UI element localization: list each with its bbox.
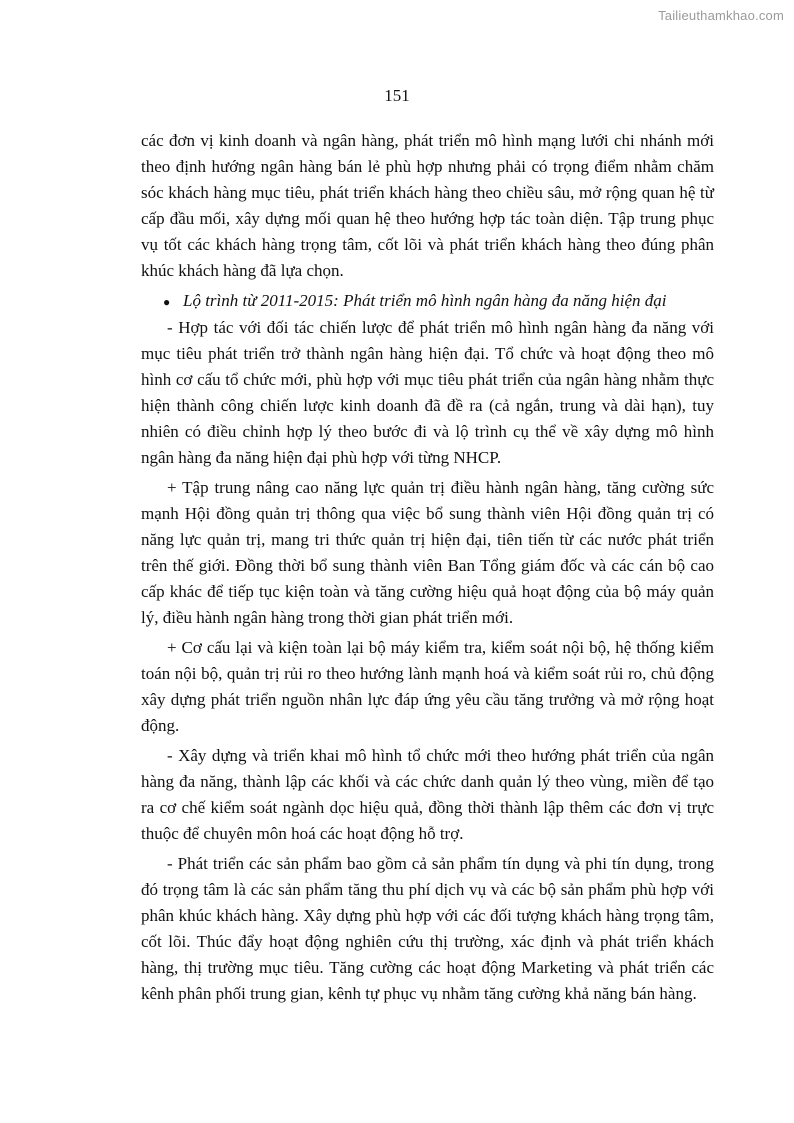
bullet-dot-icon: ● (163, 295, 171, 309)
paragraph-strategic-partner: - Hợp tác với đối tác chiến lược để phát triển mô hình ngân hàng đa năng với mục tiêu phát triển trở thành ngân hàng hiện đại. Tổ chức và hoạt động theo mô hình cơ cấu tổ chức mới, phù hợp với mục tiêu phát triển của ngân hàng nhằm thực hiện thành công chiến lược kinh doanh đã đề ra (cả ngắn, trung và dài hạn), tuy nhiên có điều chỉnh hợp lý theo bước đi và lộ trình cụ thể về xây dựng mô hình ngân hàng đa năng hiện đại phù hợp với từng NHCP. (141, 318, 714, 467)
bullet-heading-text: Lộ trình từ 2011-2015: Phát triển mô hình ngân hàng đa năng hiện đại (183, 291, 667, 310)
paragraph-products: - Phát triển các sản phẩm bao gồm cả sản phẩm tín dụng và phi tín dụng, trong đó trọng tâm là các sản phẩm tăng thu phí dịch vụ và các bộ sản phẩm phù hợp với phân khúc khách hàng. Xây dựng phù hợp với các đối tượng khách hàng trọng tâm, cốt lõi. Thúc đẩy hoạt động nghiên cứu thị trường, xác định và phát triển khách hàng, thị trường mục tiêu. Tăng cường các hoạt động Marketing và phát triển các kênh phân phối trung gian, kênh tự phục vụ nhằm tăng cường khả năng bán hàng. (141, 854, 714, 1003)
paragraph-continuation: các đơn vị kinh doanh và ngân hàng, phát triển mô hình mạng lưới chi nhánh mới theo định hướng ngân hàng bán lẻ phù hợp nhưng phải có trọng điểm nhằm chăm sóc khách hàng mục tiêu, phát triển khách hàng theo chiều sâu, mở rộng quan hệ từ cấp đầu mối, xây dựng mối quan hệ theo hướng hợp tác toàn diện. Tập trung phục vụ tốt các khách hàng trọng tâm, cốt lõi và phát triển khách hàng theo đúng phân khúc khách hàng đã lựa chọn. (141, 131, 714, 280)
paragraph-governance: + Tập trung nâng cao năng lực quản trị điều hành ngân hàng, tăng cường sức mạnh Hội đồng quản trị thông qua việc bổ sung thành viên Hội đồng quản trị có năng lực quản trị, mang tri thức quản trị hiện đại, tiên tiến từ các nước phát triển trên thế giới. Đồng thời bổ sung thành viên Ban Tổng giám đốc và các cán bộ cao cấp khác để tiếp tục kiện toàn và tăng cường hiệu quả hoạt động của bộ máy quản lý, điều hành ngân hàng trong thời gian phát triển mới. (141, 478, 714, 627)
paragraph-organization-model: - Xây dựng và triển khai mô hình tổ chức mới theo hướng phát triển của ngân hàng đa năng, thành lập các khối và các chức danh quản lý theo vùng, miền để tạo ra cơ chế kiểm soát ngành dọc hiệu quả, đồng thời thành lập thêm các đơn vị trực thuộc để chuyên môn hoá các hoạt động hỗ trợ. (141, 746, 714, 843)
page-number: 151 (384, 86, 410, 105)
document-body (141, 128, 714, 1007)
paragraph-internal-control: + Cơ cấu lại và kiện toàn lại bộ máy kiểm tra, kiểm soát nội bộ, hệ thống kiểm toán nội bộ, quản trị rủi ro theo hướng lành mạnh hoá và kiểm soát rủi ro, chủ động xây dựng phát triển nguồn nhân lực đáp ứng yêu cầu tăng trưởng và mở rộng hoạt động. (141, 638, 714, 735)
watermark: Tailieuthamkhao.com (658, 8, 784, 23)
bullet-heading (141, 288, 714, 315)
